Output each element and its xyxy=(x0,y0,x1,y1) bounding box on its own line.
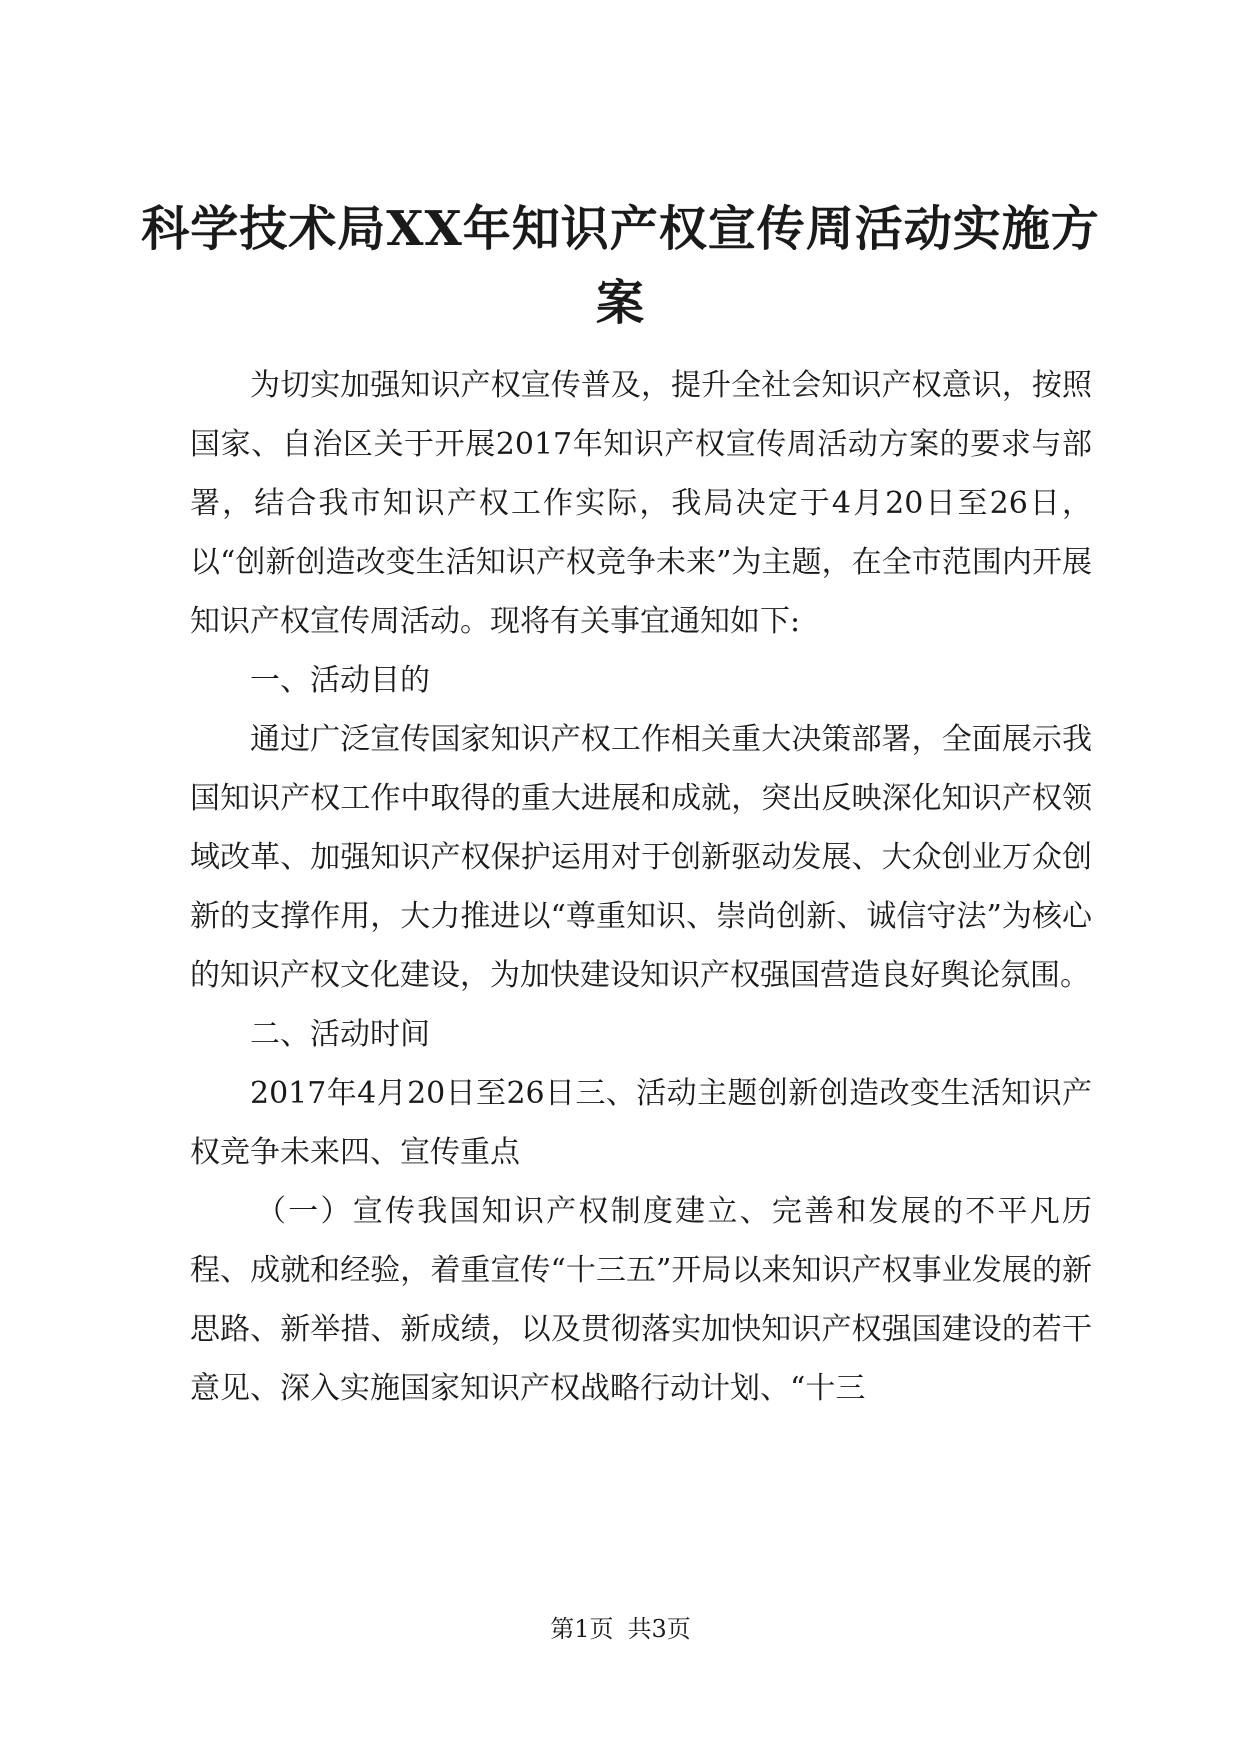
intro-paragraph: 为切实加强知识产权宣传普及，提升全社会知识产权意识，按照国家、自治区关于开展2017年知识产权宣传周活动方案的要求与部署，结合我市知识产权工作实际，我局决定于4月20日至26日，以“创新创造改变生活知识产权竞争未来”为主题，在全市范围内开展知识产权宣传周活动。现将有关事宜通知如下: xyxy=(190,368,1092,639)
document-title: 科学技术局XX年知识产权宣传周活动实施方案 xyxy=(141,201,1100,331)
section-heading-time: 二、活动时间 xyxy=(250,1017,430,1052)
document-body xyxy=(190,356,1092,1418)
time-theme-paragraph: 2017年4月20日至26日三、活动主题创新创造改变生活知识产权竞争未来四、宣传重点 xyxy=(190,1076,1092,1170)
section-heading-purpose: 一、活动目的 xyxy=(250,663,430,698)
page-number: 第1页 xyxy=(550,1615,614,1643)
page-footer xyxy=(0,1614,1241,1644)
purpose-paragraph: 通过广泛宣传国家知识产权工作相关重大决策部署，全面展示我国知识产权工作中取得的重大进展和成就，突出反映深化知识产权领域改革、加强知识产权保护运用对于创新驱动发展、大众创业万众创新的支撑作用，大力推进以“尊重知识、崇尚创新、诚信守法”为核心的知识产权文化建设，为加快建设知识产权强国营造良好舆论氛围。 xyxy=(190,722,1092,993)
focus-item-1-paragraph: （一）宣传我国知识产权制度建立、完善和发展的不平凡历程、成就和经验，着重宣传“十三五”开局以来知识产权事业发展的新思路、新举措、新成绩，以及贯彻落实加快知识产权强国建设的若干意见、深入实施国家知识产权战略行动计划、“十三 xyxy=(190,1194,1092,1406)
page-total: 共3页 xyxy=(627,1615,691,1643)
